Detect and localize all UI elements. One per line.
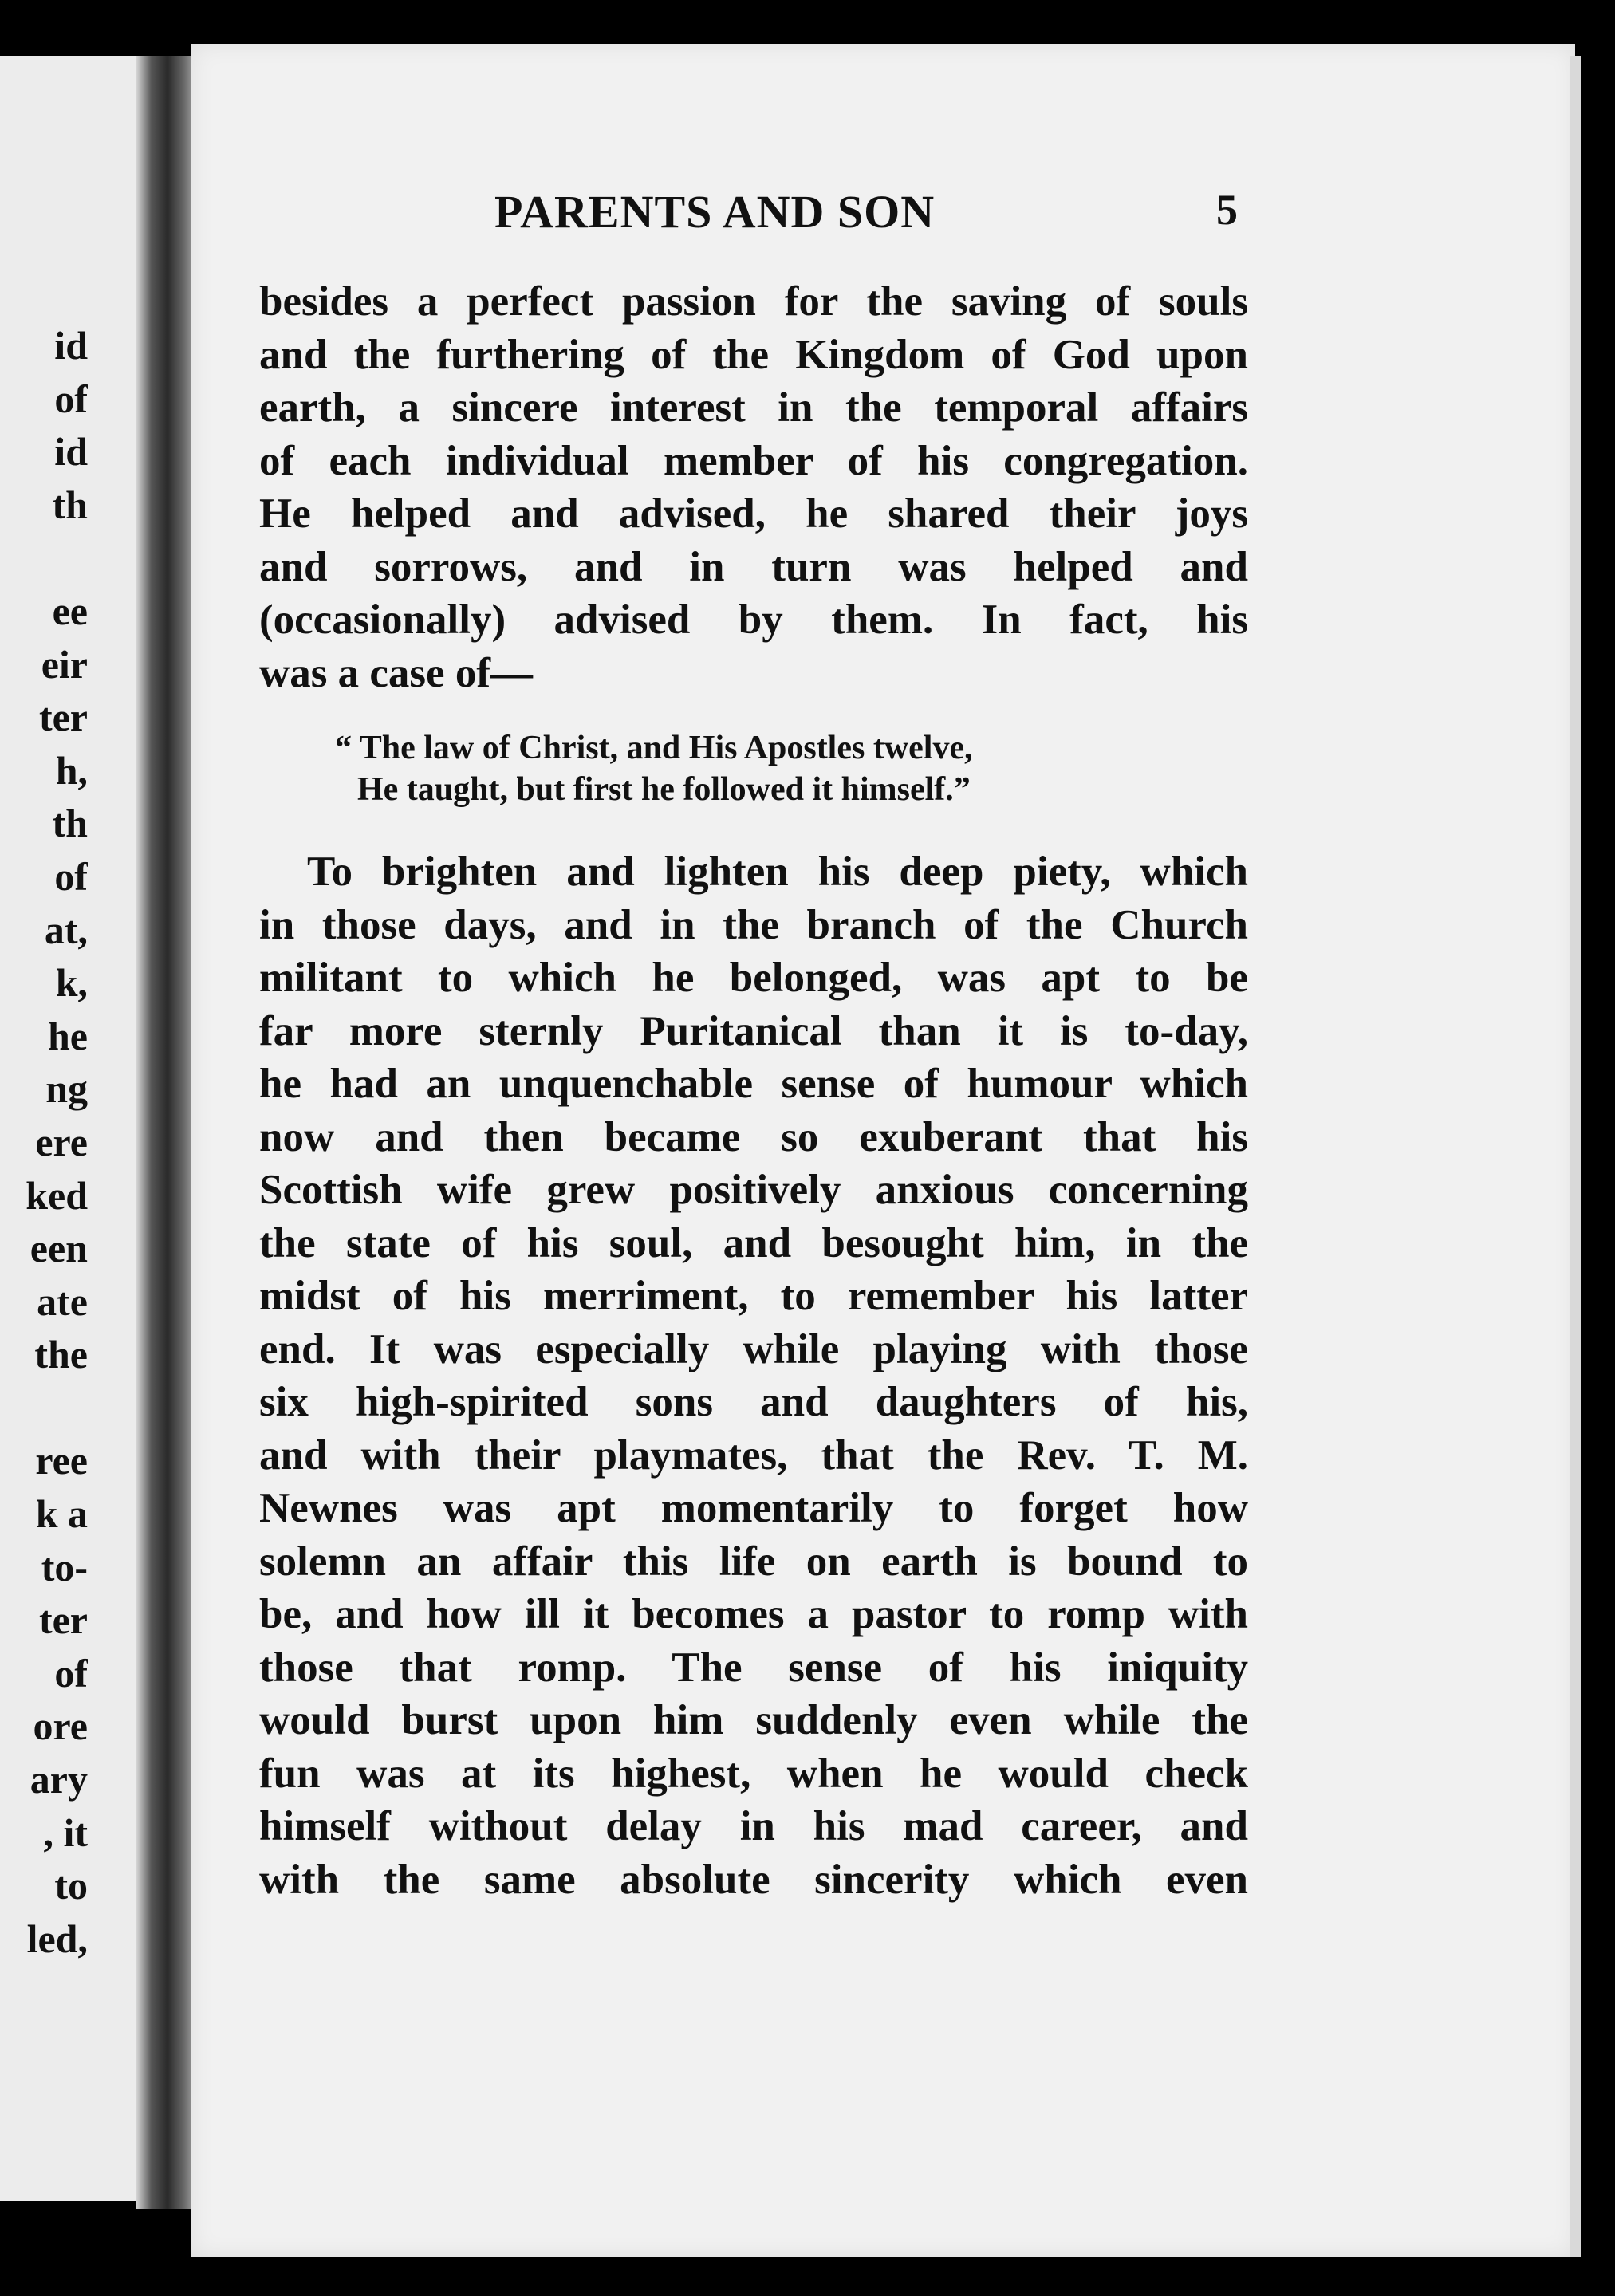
- facing-page-fragment: of: [54, 1650, 88, 1695]
- facing-page-fragment: ate: [37, 1278, 88, 1324]
- facing-page-fragment: ter: [38, 695, 88, 740]
- text-line: in those days, and in the branch of the Church: [259, 901, 1248, 948]
- facing-page-fragment: ary: [30, 1757, 88, 1802]
- facing-page-fragment: led,: [26, 1916, 88, 1961]
- text-line: end. It was especially while playing with those: [259, 1325, 1248, 1372]
- text-line: himself without delay in his mad career, and: [259, 1803, 1248, 1849]
- text-line: of each individual member of his congregation.: [259, 437, 1248, 484]
- facing-page-fragment: to-: [41, 1544, 88, 1589]
- text-line: those that romp. The sense of his iniquity: [259, 1644, 1248, 1691]
- text-line: besides a perfect passion for the saving of souls: [259, 278, 1248, 325]
- text-line: he had an unquenchable sense of humour which: [259, 1061, 1248, 1107]
- facing-page-fragment: the: [34, 1332, 88, 1377]
- facing-page-fragment: to: [54, 1863, 88, 1908]
- quote-line: “ The law of Christ, and His Apostles twelve,: [335, 730, 973, 766]
- text-line: Scottish wife grew positively anxious concerning: [259, 1167, 1248, 1213]
- page-number: 5: [1216, 186, 1238, 234]
- facing-page: [0, 56, 148, 2201]
- facing-page-fragment: at,: [44, 907, 88, 952]
- facing-page-fragment: h,: [55, 747, 88, 793]
- text-line: was a case of—: [259, 649, 533, 696]
- verse-quotation: [335, 727, 973, 810]
- facing-page-fragment: k,: [55, 960, 88, 1006]
- running-header: PARENTS AND SON: [494, 186, 936, 238]
- text-line: Newnes was apt momentarily to forget how: [259, 1485, 1248, 1531]
- text-line: and sorrows, and in turn was helped and: [259, 543, 1248, 590]
- facing-page-fragment: ere: [35, 1119, 88, 1164]
- text-line: solemn an affair this life on earth is bound to: [259, 1538, 1248, 1585]
- facing-page-fragment: ked: [26, 1172, 88, 1218]
- facing-page-fragment: een: [30, 1226, 88, 1271]
- facing-page-fragment: of: [54, 376, 88, 421]
- facing-page-fragment: [0, 531, 88, 585]
- text-line: be, and how ill it becomes a pastor to romp with: [259, 1591, 1248, 1637]
- facing-page-fragment: , it: [43, 1810, 88, 1855]
- facing-page-fragment: ng: [45, 1066, 88, 1112]
- paragraph-1: [259, 275, 1248, 699]
- facing-page-fragment: [0, 1381, 88, 1435]
- facing-page-fragment: ore: [33, 1703, 88, 1749]
- facing-page-fragment: ee: [52, 588, 88, 633]
- text-line: would burst upon him suddenly even while the: [259, 1697, 1248, 1743]
- text-line: earth, a sincere interest in the temporal affairs: [259, 384, 1248, 431]
- facing-page-fragment: k a: [35, 1491, 88, 1537]
- text-line: fun was at its highest, when he would check: [259, 1750, 1248, 1797]
- text-line: with the same absolute sincerity which even: [259, 1856, 1248, 1903]
- book-gutter: [136, 56, 199, 2209]
- facing-page-fragment: th: [52, 801, 88, 846]
- facing-page-fragment: of: [54, 853, 88, 899]
- facing-page-fragment: id: [54, 323, 88, 368]
- text-line: the state of his soul, and besought him, in the: [259, 1219, 1248, 1266]
- facing-page-fragment: ree: [35, 1438, 88, 1483]
- facing-page-fragment: id: [54, 429, 88, 475]
- text-line: midst of his merriment, to remember his latter: [259, 1273, 1248, 1319]
- text-line: militant to which he belonged, was apt to be: [259, 955, 1248, 1001]
- text-line: He helped and advised, he shared their joys: [259, 490, 1248, 537]
- text-line: (occasionally) advised by them. In fact, his: [259, 597, 1248, 643]
- text-line: six high-spirited sons and daughters of his,: [259, 1379, 1248, 1425]
- text-line: now and then became so exuberant that his: [259, 1113, 1248, 1160]
- quote-line: He taught, but first he followed it himself.”: [357, 771, 971, 808]
- facing-page-text: [0, 319, 88, 1965]
- facing-page-fragment: he: [48, 1013, 88, 1058]
- paragraph-2: [259, 845, 1248, 1906]
- text-line: and with their playmates, that the Rev. T. M.: [259, 1432, 1248, 1479]
- text-line: and the furthering of the Kingdom of God upon: [259, 331, 1248, 378]
- page-edge: [1570, 56, 1581, 2257]
- text-line: To brighten and lighten his deep piety, which: [307, 849, 1248, 895]
- facing-page-fragment: th: [52, 482, 88, 527]
- facing-page-fragment: eir: [41, 641, 88, 687]
- text-line: far more sternly Puritanical than it is to-day,: [259, 1007, 1248, 1054]
- facing-page-fragment: ter: [38, 1597, 88, 1643]
